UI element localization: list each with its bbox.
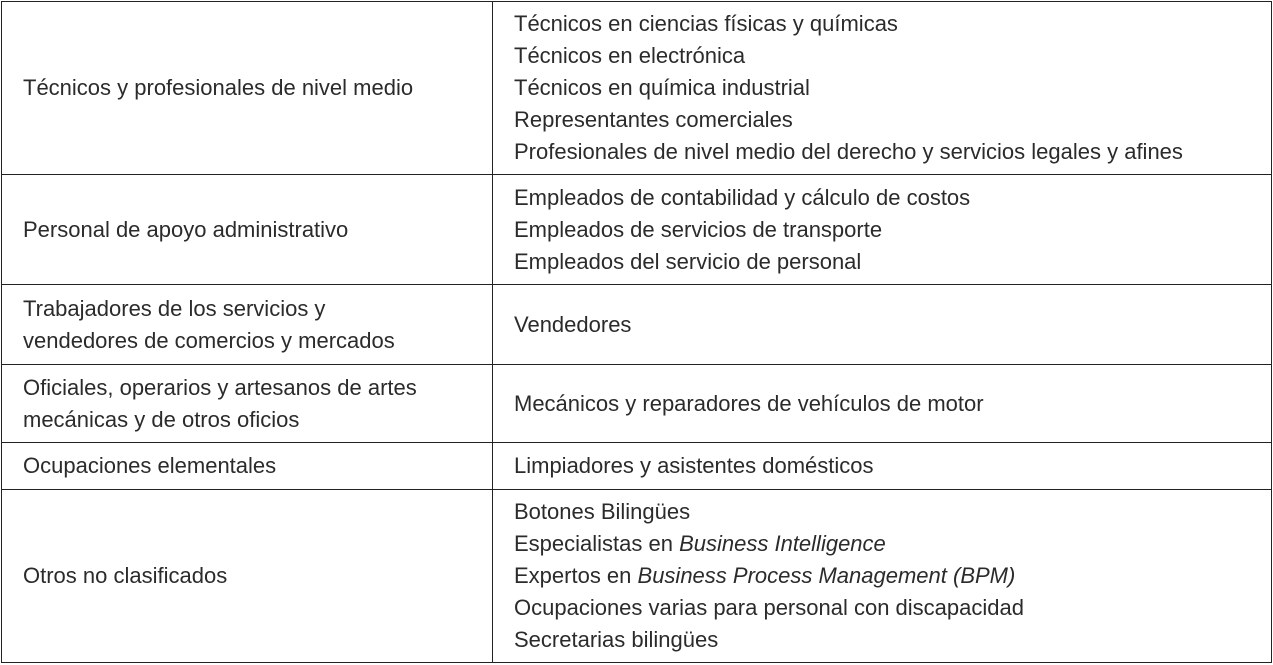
occupation-text: Limpiadores y asistentes domésticos	[514, 453, 874, 478]
occupation-item	[514, 624, 1271, 656]
occupation-item	[514, 388, 1271, 420]
table-row	[2, 365, 1272, 443]
table-row	[2, 285, 1272, 365]
table-row	[2, 490, 1272, 663]
table-row	[2, 2, 1272, 175]
table-row	[2, 443, 1272, 490]
occupation-item	[514, 560, 1271, 592]
occupation-text: Técnicos en electrónica	[514, 43, 746, 68]
occupation-item	[514, 182, 1271, 214]
occupation-item	[514, 528, 1271, 560]
occupation-text: Vendedores	[514, 311, 632, 337]
occupation-item	[514, 246, 1271, 278]
occupation-item	[514, 8, 1271, 40]
category-cell	[2, 443, 493, 490]
occupation-text: Empleados de servicios de transporte	[514, 216, 883, 242]
category-cell	[2, 285, 493, 365]
occupation-item	[514, 592, 1271, 624]
occupation-term-italic: Business Intelligence	[679, 531, 886, 556]
table-row	[2, 175, 1272, 285]
occupation-text: Botones Bilingües	[514, 499, 691, 524]
occupation-item	[514, 450, 1271, 482]
occupation-text: Empleados de contabilidad y cálculo de costos	[514, 184, 971, 210]
category-line: Oficiales, operarios y artesanos de artes	[23, 374, 417, 400]
occupations-cell	[493, 2, 1272, 175]
occupation-text: Expertos en	[514, 563, 638, 588]
category-line: Ocupaciones elementales	[23, 453, 277, 478]
category-line: vendedores de comercios y mercados	[23, 327, 395, 353]
occupation-text: Representantes comerciales	[514, 107, 793, 132]
occupations-cell	[493, 490, 1272, 663]
occupations-cell	[493, 443, 1272, 490]
category-line: Trabajadores de los servicios y	[23, 295, 326, 321]
occupations-table	[1, 1, 1272, 663]
category-cell	[2, 2, 493, 175]
occupation-text: Empleados del servicio de personal	[514, 248, 862, 274]
occupation-item	[514, 72, 1271, 104]
occupation-text: Profesionales de nivel medio del derecho y servicios legales y afines	[514, 139, 1183, 164]
occupation-item	[514, 214, 1271, 246]
occupation-text: Ocupaciones varias para personal con discapacidad	[514, 595, 1024, 620]
occupation-text: Técnicos en química industrial	[514, 75, 810, 100]
occupation-text: Secretarias bilingües	[514, 627, 719, 652]
category-line: Técnicos y profesionales de nivel medio	[23, 75, 414, 100]
occupation-item	[514, 309, 1271, 341]
occupation-item	[514, 104, 1271, 136]
category-cell	[2, 365, 493, 443]
occupation-item	[514, 40, 1271, 72]
category-line: mecánicas y de otros oficios	[23, 406, 300, 432]
category-line: Otros no clasificados	[23, 563, 228, 588]
occupation-text: Mecánicos y reparadores de vehículos de motor	[514, 390, 984, 416]
occupations-cell	[493, 175, 1272, 285]
category-cell	[2, 175, 493, 285]
occupation-term-italic: Business Process Management (BPM)	[637, 563, 1016, 588]
occupation-item	[514, 136, 1271, 168]
occupation-text: Técnicos en ciencias físicas y químicas	[514, 11, 898, 36]
category-cell	[2, 490, 493, 663]
occupations-cell	[493, 365, 1272, 443]
occupation-text: Especialistas en	[514, 531, 680, 556]
category-line: Personal de apoyo administrativo	[23, 216, 349, 242]
occupation-item	[514, 496, 1271, 528]
occupations-cell	[493, 285, 1272, 365]
